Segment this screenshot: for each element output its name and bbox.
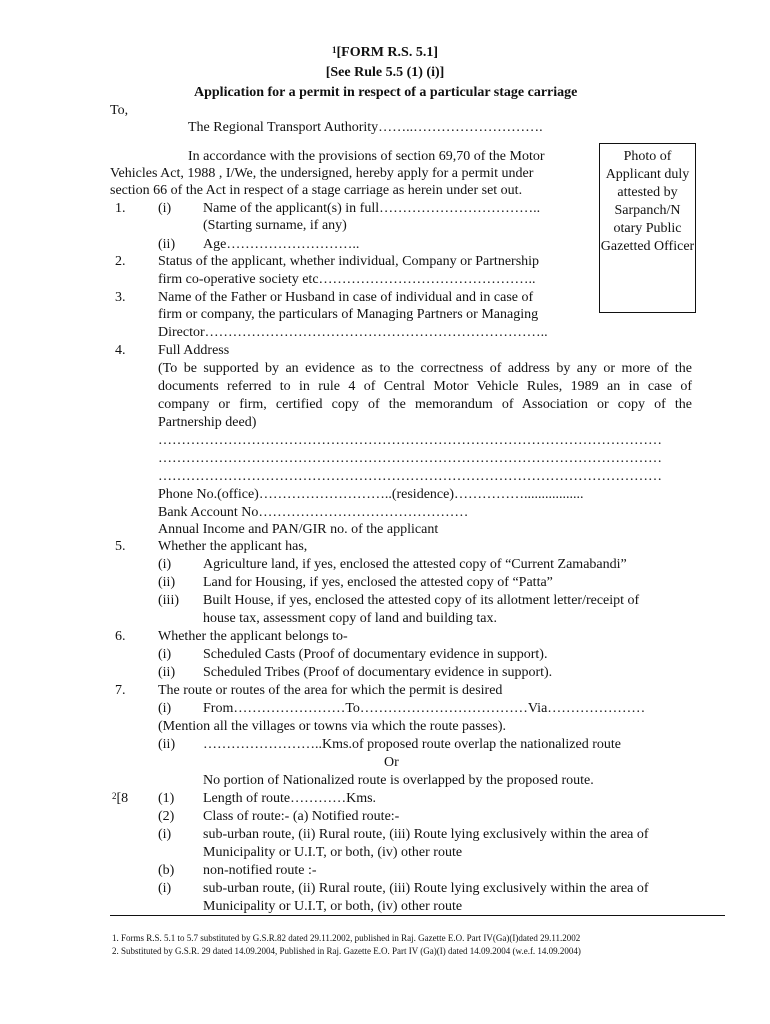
- item-5-iii-marker: (iii): [158, 593, 179, 608]
- father-line-3: Director………………………………………………………………..: [158, 325, 548, 340]
- applicant-name-field: Name of the applicant(s) in full……………………………..: [203, 201, 541, 216]
- item-4-number: 4.: [115, 343, 126, 358]
- item-1-i-marker: (i): [158, 201, 172, 216]
- authority-line: The Regional Transport Authority……..……………………….: [188, 120, 543, 135]
- item-8-sup: 2: [112, 791, 117, 801]
- item-8-b-i-marker: (i): [158, 881, 172, 896]
- item-8-1-marker: (1): [158, 791, 175, 806]
- evidence-line-1: (To be supported by an evidence as to the correctness of address by any or more of the: [158, 361, 692, 376]
- built-house-line-2: house tax, assessment copy of land and building tax.: [203, 611, 497, 626]
- item-6-i-marker: (i): [158, 647, 172, 662]
- footnote-divider: [110, 915, 725, 916]
- evidence-line-4: Partnership deed): [158, 415, 257, 430]
- item-6-number: 6.: [115, 629, 126, 644]
- intro-line-3: section 66 of the Act in respect of a stage carriage as herein under set out.: [110, 183, 523, 198]
- evidence-line-2: documents referred to in rule 4 of Central Motor Vehicle Rules, 1989 an in case of: [158, 379, 692, 394]
- form-title-text: [FORM R.S. 5.1]: [336, 45, 438, 60]
- item-8-text: [8: [116, 791, 129, 806]
- photo-box-text: Photo of Applicant duly attested by Sarpanch/N otary Public Gazetted Officer: [600, 149, 695, 254]
- mention-villages-note: (Mention all the villages or towns via which the route passes).: [158, 719, 506, 734]
- rule-reference: [See Rule 5.5 (1) (i)]: [325, 65, 445, 80]
- non-notified-suburban-line-1: sub-urban route, (ii) Rural route, (iii) Route lying exclusively within the area of: [203, 881, 649, 896]
- full-address-label: Full Address: [158, 343, 230, 358]
- route-length-field: Length of route…………Kms.: [203, 791, 377, 806]
- built-house-line-1: Built House, if yes, enclosed the attested copy of its allotment letter/receipt of: [203, 593, 640, 608]
- to-label: To,: [110, 103, 129, 118]
- status-line-1: Status of the applicant, whether individual, Company or Partnership: [158, 254, 540, 269]
- from-to-via-field: From……………………To………………………………Via…………………: [203, 701, 646, 716]
- item-7-ii-marker: (ii): [158, 737, 176, 752]
- form-title-sup: 1: [332, 45, 337, 55]
- item-5-ii-marker: (ii): [158, 575, 176, 590]
- item-8-2-marker: (2): [158, 809, 175, 824]
- phone-field: Phone No.(office)………………………..(residence)…………….................: [158, 487, 584, 502]
- footnote-1: 1. Forms R.S. 5.1 to 5.7 substituted by G.S.R.82 dated 29.11.2002, published in Raj. Gazette E.O. Part IV(Ga)(I)dated 29.11.2002: [112, 933, 581, 943]
- class-of-route-line: Class of route:- (a) Notified route:-: [203, 809, 400, 824]
- non-notified-suburban-line-2: Municipality or U.I.T, or both, (iv) other route: [203, 899, 463, 914]
- scheduled-castes-line: Scheduled Casts (Proof of documentary evidence in support).: [203, 647, 548, 662]
- scheduled-tribes-line: Scheduled Tribes (Proof of documentary evidence in support).: [203, 665, 553, 680]
- item-3-number: 3.: [115, 290, 126, 305]
- belongs-to-label: Whether the applicant belongs to-: [158, 629, 348, 644]
- item-7-i-marker: (i): [158, 701, 172, 716]
- item-8-number: [112, 790, 128, 807]
- bank-account-field: Bank Account No………………………………………: [158, 505, 469, 520]
- housing-land-line: Land for Housing, if yes, enclosed the attested copy of “Patta”: [203, 575, 553, 590]
- photo-box: [599, 143, 696, 313]
- notified-suburban-line-1: sub-urban route, (ii) Rural route, (iii) Route lying exclusively within the area of: [203, 827, 649, 842]
- status-line-2: firm co-operative society etc………………………………………..: [158, 272, 536, 287]
- non-notified-route-line: non-notified route :-: [203, 863, 317, 878]
- father-line-1: Name of the Father or Husband in case of individual and in case of: [158, 290, 534, 305]
- surname-note: (Starting surname, if any): [203, 218, 347, 233]
- item-5-i-marker: (i): [158, 557, 172, 572]
- intro-line-2: Vehicles Act, 1988 , I/We, the undersigned, hereby apply for a permit under: [110, 166, 534, 181]
- intro-line-1: In accordance with the provisions of section 69,70 of the Motor: [188, 149, 545, 164]
- item-1-number: 1.: [115, 201, 126, 216]
- form-title: [0, 44, 770, 61]
- item-8-a-i-marker: (i): [158, 827, 172, 842]
- route-desired-label: The route or routes of the area for which the permit is desired: [158, 683, 503, 698]
- item-1-ii-marker: (ii): [158, 237, 176, 252]
- address-dots-2: ………………………………………………………………………………………………: [158, 451, 662, 466]
- item-7-number: 7.: [115, 683, 126, 698]
- item-2-number: 2.: [115, 254, 126, 269]
- footnote-2: 2. Substituted by G.S.R. 29 dated 14.09.2004, Published in Raj. Gazette E.O. Part IV (Ga)(I) dated 14.09.2004 (w.e.f. 14.09.2004): [112, 946, 581, 956]
- whether-has-label: Whether the applicant has,: [158, 539, 308, 554]
- form-heading: Application for a permit in respect of a particular stage carriage: [194, 85, 578, 100]
- item-8-b-marker: (b): [158, 863, 175, 878]
- age-field: Age………………………..: [203, 237, 360, 252]
- annual-income-field: Annual Income and PAN/GIR no. of the applicant: [158, 522, 439, 537]
- or-separator: Or: [384, 755, 399, 770]
- item-6-ii-marker: (ii): [158, 665, 176, 680]
- agriculture-land-line: Agriculture land, if yes, enclosed the attested copy of “Current Zamabandi”: [203, 557, 627, 572]
- father-line-2: firm or company, the particulars of Managing Partners or Managing: [158, 307, 539, 322]
- kms-overlap-field: ……………………..Kms.of proposed route overlap the nationalized route: [203, 737, 621, 752]
- address-dots-3: ………………………………………………………………………………………………: [158, 469, 662, 484]
- address-dots-1: ………………………………………………………………………………………………: [158, 433, 662, 448]
- evidence-line-3: company or firm, certified copy of the memorandum of Association or copy of the: [158, 397, 692, 412]
- no-portion-line: No portion of Nationalized route is overlapped by the proposed route.: [203, 773, 594, 788]
- notified-suburban-line-2: Municipality or U.I.T, or both, (iv) other route: [203, 845, 463, 860]
- item-5-number: 5.: [115, 539, 126, 554]
